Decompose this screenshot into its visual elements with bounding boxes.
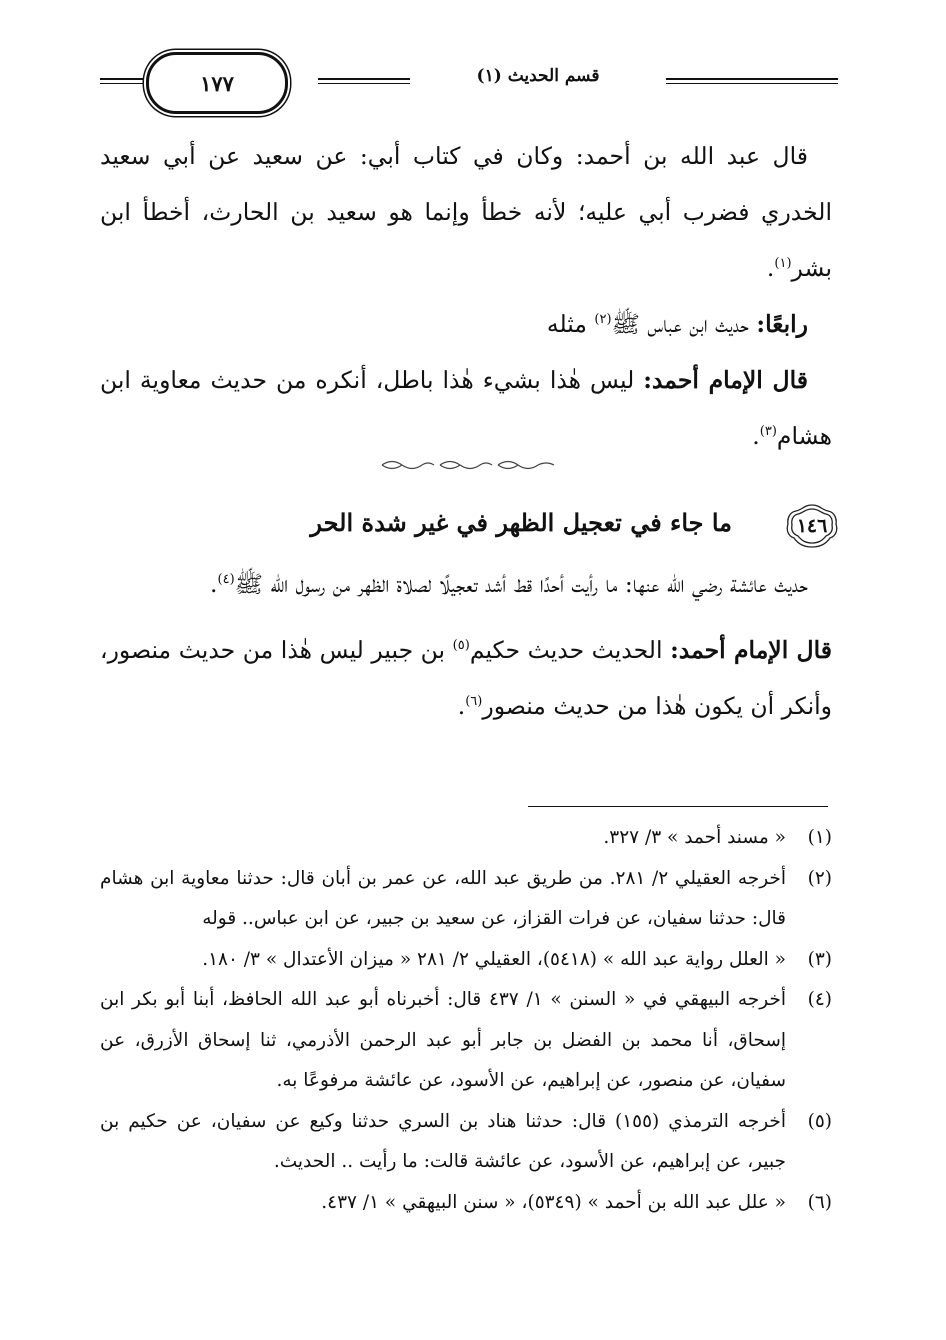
punctuation: . — [752, 422, 760, 450]
page-header — [100, 52, 838, 114]
paragraph-lead: قال الإمام أحمد: — [670, 636, 832, 664]
running-title: قسم الحديث (١) — [476, 66, 600, 86]
paragraph — [100, 296, 832, 352]
paragraph-text: الحديث حديث حكيم — [469, 636, 663, 664]
paragraph-text: ليس هٰذا بشيء هٰذا باطل، أنكره من حديث معاوية ابن هشام — [100, 366, 832, 450]
section-heading — [100, 500, 840, 552]
ornament-divider — [378, 456, 558, 474]
footnote-separator — [528, 806, 828, 807]
page-number: ١٧٧ — [146, 52, 288, 114]
punctuation: . — [210, 570, 218, 598]
header-rule — [318, 78, 410, 84]
paragraph-lead: رابعًا: — [756, 310, 808, 338]
footnote — [100, 1183, 832, 1224]
upper-text-block — [100, 128, 832, 464]
paragraph-lead: قال الإمام أحمد: — [643, 366, 808, 394]
paragraph-text: بن جبير ليس هٰذا من حديث منصور، وأنكر أن يكون هٰذا من حديث منصور — [100, 636, 832, 720]
footnote-text: أخرجه البيهقي في « السنن » ١/ ٤٣٧ قال: أخبرناه أبو عبد الله الحافظ، أبنا أبو بكر ابن إسحاق، أنا محمد بن الفضل بن جابر أبو عبد الرحمن الأذرمي، ثنا إسحاق الأزرق، عن سفيان، عن منصور، عن إبراهيم، عن الأسود، عن عائشة مرفوعًا به. — [100, 989, 786, 1091]
paragraph-text: مثله — [546, 310, 595, 338]
footnote-number: (٢) — [807, 867, 832, 889]
footnote-ref: (٥) — [452, 638, 470, 654]
footnote-text: « علل عبد الله بن أحمد » (٥٣٤٩)، « سنن البيهقي » ١/ ٤٣٧. — [321, 1191, 786, 1213]
footnote-number: (٥) — [807, 1110, 832, 1132]
footnotes — [100, 818, 832, 1223]
footnote-number: (٤) — [807, 989, 832, 1010]
footnote — [100, 940, 832, 981]
footnote-ref: (١) — [774, 256, 792, 272]
punctuation: . — [457, 692, 466, 720]
paragraph — [100, 556, 832, 612]
footnote-ref: (٤) — [217, 572, 235, 588]
section-title: ما جاء في تعجيل الظهر في غير شدة الحر — [310, 508, 732, 537]
footnote-text: أخرجه الترمذي (١٥٥) قال: حدثنا هناد بن السري حدثنا وكيع عن سفيان، عن حكيم بن جبير، عن إبراهيم، عن الأسود، عن عائشة قالت: ما رأيت .. الحديث. — [100, 1110, 786, 1172]
footnote-text: أخرجه العقيلي ٢/ ٢٨١. من طريق عبد الله، عن عمر بن أبان قال: حدثنا معاوية ابن هشام قال: حدثنا سفيان، عن فرات القزاز، عن سعيد بن جبير، عن ابن عباس.. قوله — [100, 867, 786, 929]
footnote — [100, 980, 832, 1102]
paragraph-text: حديث عائشة رضي الله عنها: ما رأيت أحدًا قط أشد تعجيلًا لصلاة الظهر من رسول الله ﷺ — [234, 570, 808, 598]
paragraph — [100, 622, 832, 734]
header-rule — [666, 78, 838, 84]
paragraph — [100, 128, 832, 296]
footnote — [100, 1102, 832, 1183]
punctuation: . — [766, 254, 775, 282]
paragraph-text: قال عبد الله بن أحمد: وكان في كتاب أبي: عن سعيد عن أبي سعيد الخدري فضرب أبي عليه؛ لأنه خطأ وإنما هو سعيد بن الحارث، أخطأ ابن بشر — [100, 142, 832, 282]
footnote-ref: (٣) — [759, 424, 777, 440]
footnote-text: « مسند أحمد » ٣/ ٣٢٧. — [603, 827, 786, 848]
paragraph-text: حديث ابن عباس ﷺ — [611, 310, 749, 338]
footnote-number: (٣) — [807, 948, 832, 970]
footnote-number: (١) — [807, 827, 832, 848]
paragraph — [100, 352, 832, 464]
footnote — [100, 859, 832, 940]
section-number: ١٤٦ — [796, 515, 828, 537]
section-text-block — [100, 556, 832, 734]
footnote-ref: (٦) — [465, 694, 483, 710]
footnote — [100, 818, 832, 859]
footnote-number: (٦) — [807, 1191, 832, 1213]
footnote-text: « العلل رواية عبد الله » (٥٤١٨)، العقيلي ٢/ ٢٨١ « ميزان الأعتدال » ٣/ ١٨٠. — [202, 948, 786, 970]
section-number-badge — [784, 502, 840, 550]
footnote-ref: (٢) — [594, 312, 612, 328]
